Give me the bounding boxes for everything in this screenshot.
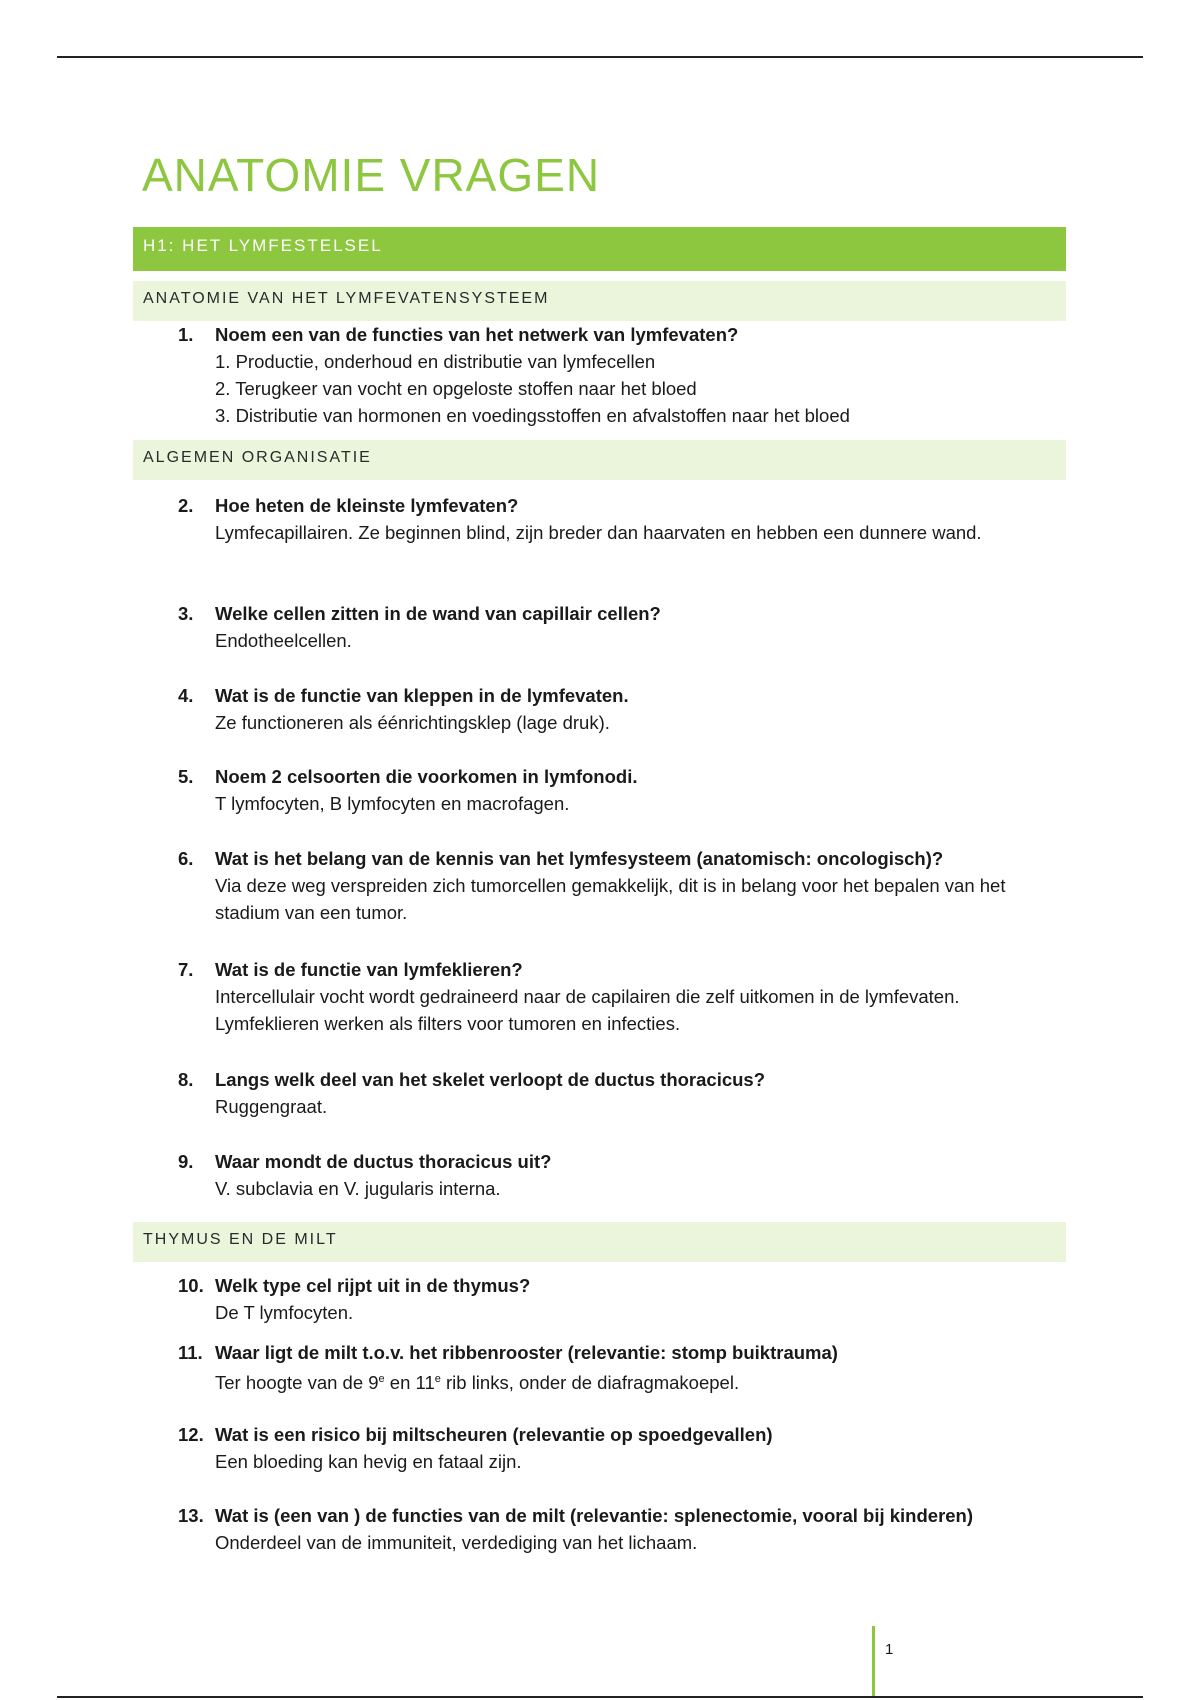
question-text: Hoe heten de kleinste lymfevaten? [215,495,519,516]
question-9 [178,1148,1068,1202]
question-text: Welk type cel rijpt uit in de thymus? [215,1275,531,1296]
question-text: Noem een van de functies van het netwerk van lymfevaten? [215,324,739,345]
answer-item: 1. Productie, onderhoud en distributie van lymfecellen [215,351,656,372]
question-number: 9. [178,1151,194,1172]
question-5 [178,763,1068,817]
question-text: Wat is het belang van de kennis van het lymfesysteem (anatomisch: oncologisch)? [215,848,944,869]
answer-item: 3. Distributie van hormonen en voedingsstoffen en afvalstoffen naar het bloed [215,405,850,426]
question-11 [178,1339,1068,1396]
question-1 [178,321,1068,429]
chapter-heading: H1: HET LYMFESTELSEL [133,227,1066,271]
footer-rule [57,1696,1143,1698]
question-number: 10. [178,1275,204,1296]
question-number: 12. [178,1424,204,1445]
superscript: e [378,1373,385,1385]
section-heading-anatomie: ANATOMIE VAN HET LYMFEVATENSYSTEEM [133,281,1066,321]
answer-part: Ter hoogte van de 9 [215,1372,379,1394]
answer-text: Endotheelcellen. [215,630,352,651]
answer-text: Via deze weg verspreiden zich tumorcellen gemakkelijk, dit is in belang voor het bepalen van het stadium van een tumor. [215,875,1006,923]
question-number: 6. [178,848,194,869]
question-text: Wat is (een van ) de functies van de milt (relevantie: splenectomie, vooral bij kinderen) [215,1505,974,1526]
answer-item: 2. Terugkeer van vocht en opgeloste stoffen naar het bloed [215,378,697,399]
answer-text: Intercellulair vocht wordt gedraineerd naar de capilairen die zelf uitkomen in de lymfevaten. Lymfeklieren werken als filters voor tumoren en infecties. [215,986,960,1034]
answer-text: Onderdeel van de immuniteit, verdediging van het lichaam. [215,1532,698,1553]
section-heading-thymus: THYMUS EN DE MILT [133,1222,1066,1262]
question-3 [178,600,1068,654]
question-number: 3. [178,603,194,624]
answer-text: Ze functioneren als éénrichtingsklep (lage druk). [215,712,610,733]
question-text: Wat is een risico bij miltscheuren (relevantie op spoedgevallen) [215,1424,773,1445]
question-number: 11. [178,1342,203,1363]
question-text: Noem 2 celsoorten die voorkomen in lymfonodi. [215,766,638,787]
answer-text: Een bloeding kan hevig en fataal zijn. [215,1451,522,1472]
question-text: Waar ligt de milt t.o.v. het ribbenrooster (relevantie: stomp buiktrauma) [215,1342,838,1363]
question-7 [178,956,1068,1037]
answer-text: Lymfecapillairen. Ze beginnen blind, zijn breder dan haarvaten en hebben een dunnere wand. [215,522,982,543]
answer-part: en 11 [384,1372,435,1394]
answer-text [215,1366,1068,1396]
question-number: 2. [178,495,194,516]
answer-part: rib links, onder de diafragmakoepel. [440,1372,740,1394]
question-2 [178,492,1068,546]
header-rule [57,56,1143,58]
answer-text: V. subclavia en V. jugularis interna. [215,1178,501,1199]
question-text: Langs welk deel van het skelet verloopt de ductus thoracicus? [215,1069,766,1090]
question-number: 4. [178,685,194,706]
page-number-bar [872,1626,875,1698]
question-8 [178,1066,1068,1120]
question-13 [178,1502,1068,1556]
question-12 [178,1421,1068,1475]
answer-list [215,348,1068,429]
question-number: 13. [178,1505,204,1526]
question-text: Wat is de functie van kleppen in de lymfevaten. [215,685,629,706]
answer-text: Ruggengraat. [215,1096,328,1117]
question-number: 7. [178,959,194,980]
question-text: Wat is de functie van lymfeklieren? [215,959,523,980]
question-10 [178,1272,1068,1326]
question-text: Waar mondt de ductus thoracicus uit? [215,1151,552,1172]
page-number: 1 [885,1641,894,1658]
answer-text: T lymfocyten, B lymfocyten en macrofagen. [215,793,570,814]
superscript: e [434,1373,441,1385]
document-title: ANATOMIE VRAGEN [142,149,601,201]
question-number: 5. [178,766,194,787]
question-number: 1. [178,324,194,345]
answer-text: De T lymfocyten. [215,1302,354,1323]
question-4 [178,682,1068,736]
question-number: 8. [178,1069,194,1090]
section-heading-organisatie: ALGEMEN ORGANISATIE [133,440,1066,480]
question-text: Welke cellen zitten in de wand van capillair cellen? [215,603,661,624]
question-6 [178,845,1068,926]
